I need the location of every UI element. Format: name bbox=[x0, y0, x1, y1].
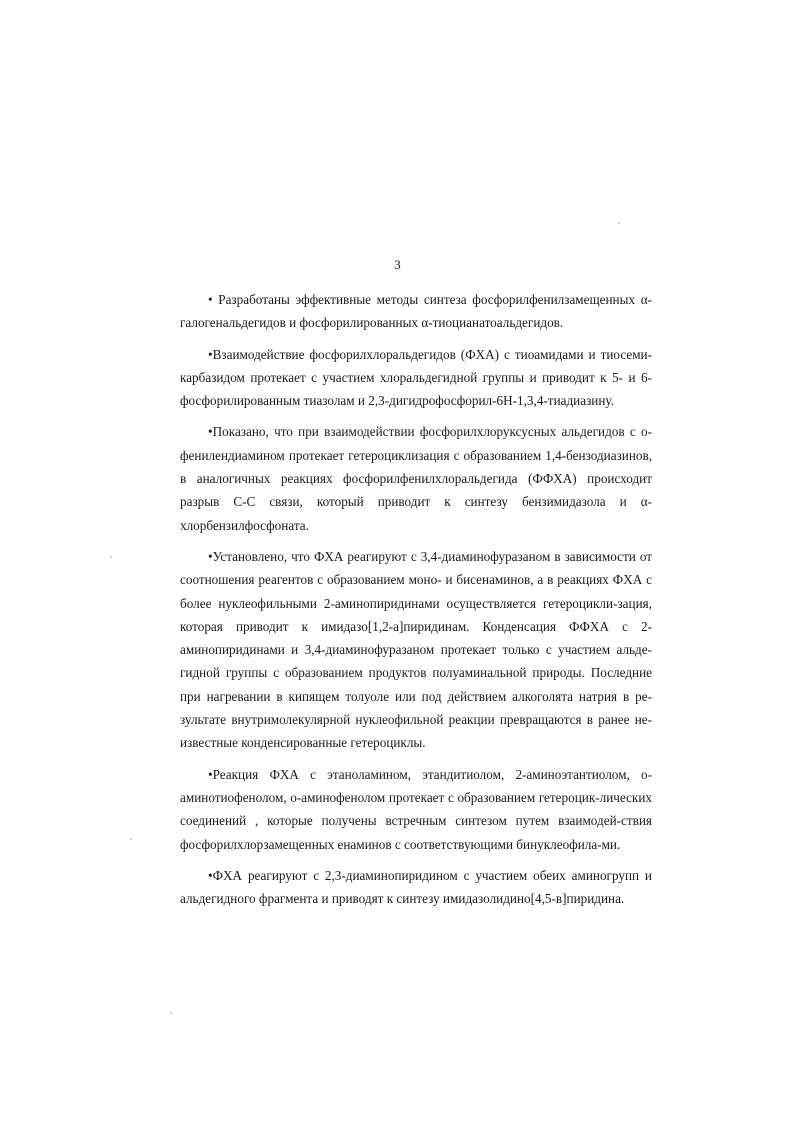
paragraph-ethanolamine: •Реакция ФХА с этаноламином, этандитиолом, 2-аминоэтантиолом, о-аминотиофенолом, о-аминофенолом протекает с образованием гетероцик-лических соединений , которые получены встречным синтезом путем взаимодей-ствия фосфорилхлорзамещенных енаминов с соответствующими бинуклеофила-ми. bbox=[180, 766, 652, 852]
paragraph-diaminofurazan: •Установлено, что ФХА реагируют с 3,4-диаминофуразаном в зависимости от соотношения реагентов с образованием моно- и бисенаминов, а в реакциях ФХА с более нуклеофильными 2-аминопиридинами осуществляется гетероцикли-зация, которая приводит к имидазо[1,2-а]пиридинам. Конденсация ФФХА с 2-аминопиридинами и 3,4-диаминофуразаном протекает только с участием альде-гидной группы с образованием продуктов полуаминальной природы. Последние при нагревании в кипящем толуоле или под действием алкоголята натрия в ре-зультате внутримолекулярной нуклеофильной реакции превращаются в ранее не-известные конденсированные гетероциклы. bbox=[180, 548, 652, 751]
paragraph-phenylenediamine: •Показано, что при взаимодействии фосфорилхлоруксусных альдегидов с о-фенилендиамином протекает гетероциклизация с образованием 1,4-бензодиазинов, в аналогичных реакциях фосфорилфенилхлоральдегида (ФФХА) происходит разрыв С-С связи, который приводит к синтезу бензимидазола и α-хлорбензилфосфоната. bbox=[180, 424, 652, 533]
paragraph-methods: • Разработаны эффективные методы синтеза фосфорилфенилзамещенных α-галогенальдегидов и фосфорилированных α-тиоцианатоальдегидов. bbox=[180, 292, 652, 331]
paragraph-diaminopyridine: •ФХА реагируют с 2,3-диаминопиридином с участием обеих аминогрупп и альдегидного фрагмента и приводят к синтезу имидазолидино[4,5-в]пиридина. bbox=[180, 867, 652, 907]
scan-speck bbox=[110, 556, 112, 558]
paragraph-thioamides: •Взаимодействие фосфорилхлоральдегидов (ФХА) с тиоамидами и тиосеми-карбазидом протекает с участием хлоральдегидной группы и приводит к 5- и 6-фосфорилированным тиазолам и 2,3-дигидрофосфорил-6Н-1,3,4-тиадиазину. bbox=[180, 346, 652, 409]
scan-speck bbox=[170, 1012, 172, 1014]
scan-speck bbox=[130, 838, 132, 840]
document-body bbox=[180, 288, 652, 918]
page-number: 3 bbox=[394, 257, 401, 272]
scan-speck bbox=[618, 222, 620, 224]
